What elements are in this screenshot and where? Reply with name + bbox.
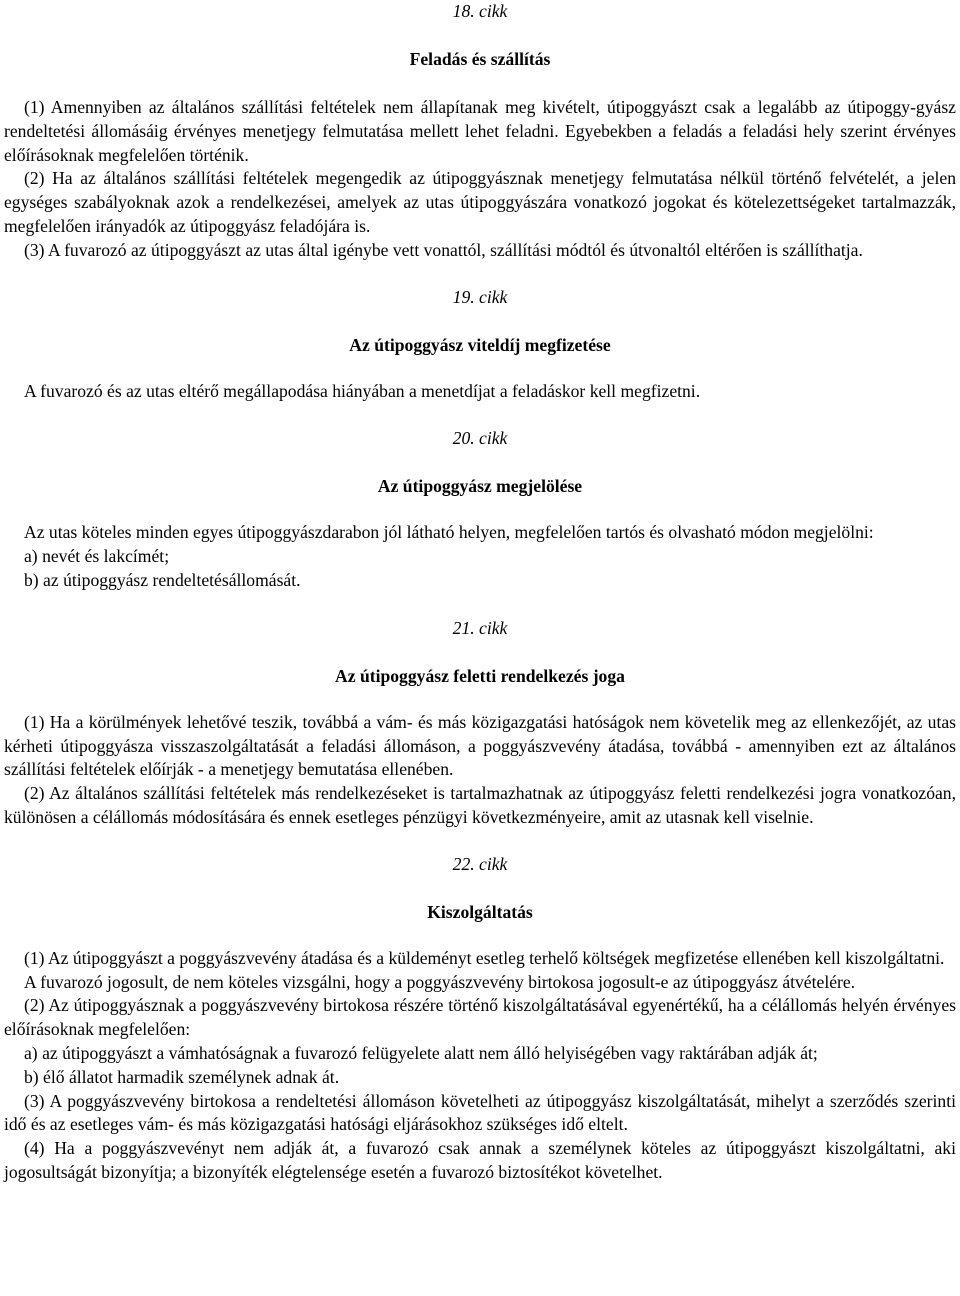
paragraph: (2) Ha az általános szállítási feltételek megengedik az útipoggyásznak menetjegy felmutatása nélkül történő felvételét, a jelen egységes szabályoknak azok a rendelkezései, amelyek az utas útipoggyászára vonatkozó jogokat és kötelezettségeket tartalmazzák, megfelelően irányadók az útipoggyász feladójára is. [4,168,956,236]
list-item: a) az útipoggyászt a vámhatóságnak a fuvarozó felügyelete alatt nem álló helyiségében vagy raktárában adják át; [24,1042,818,1063]
paragraph: Az utas köteles minden egyes útipoggyászdarabon jól látható helyen, megfelelően tartós és olvasható módon megjelölni: [24,522,874,543]
paragraph: (2) Az útipoggyásznak a poggyászvevény birtokosa részére történő kiszolgáltatásával egyenértékű, ha a célállomás helyén érvényes előírásoknak megfelelően: [4,995,956,1040]
paragraph: (4) Ha a poggyászvevényt nem adják át, a fuvarozó csak annak a személynek köteles az útipoggyászt kiszolgáltatni, aki jogosultságát bizonyítja; a bizonyíték elégtelensége esetén a fuvarozó biztosítékot követelhet. [4,1138,956,1182]
article-18 [4,0,956,263]
list-item: b) élő állatot harmadik személynek adnak át. [24,1066,340,1087]
article-title: Az útipoggyász viteldíj megfizetése [349,334,611,355]
article-number: 19. cikk [452,286,508,307]
paragraph: (3) A poggyászvevény birtokosa a rendeltetési állomáson követelheti az útipoggyász kiszolgáltatását, mihelyt a szerződés szerinti idő és az esetleges vám- és más közigazgatási hatósági eljárásokhoz szükséges idő eltelt. [4,1090,956,1135]
article-title: Feladás és szállítás [409,49,551,69]
article-number: 18. cikk [452,1,508,21]
article-21 [4,617,956,830]
paragraph: (2) Az általános szállítási feltételek más rendelkezéseket is tartalmazhatnak az útipoggyász feletti rendelkezési jogra vonatkozóan, különösen a célállomás módosítására és ennek esetleges pénzügyi következményeire, amit az utasnak kell viselnie. [4,783,956,827]
paragraph: (1) Az útipoggyászt a poggyászvevény átadása és a küldeményt esetleg terhelő költségek megfizetése ellenében kell kiszolgáltatni. [24,947,945,968]
article-title: Az útipoggyász megjelölése [377,476,583,497]
article-number: 20. cikk [452,428,508,449]
paragraph: (1) Amennyiben az általános szállítási feltételek nem állapítanak meg kivételt, útipoggyászt csak a legalább az útipoggy-gyász rendeltetési állomásáig érvényes menetjegy felmutatása mellett lehet feladni. Egyebekben a feladás a feladási hely szerint érvényes előírásoknak megfelelően történik. [4,97,956,165]
article-number: 21. cikk [452,617,508,638]
article-number: 22. cikk [452,853,508,874]
paragraph: A fuvarozó jogosult, de nem köteles vizsgálni, hogy a poggyászvevény birtokosa jogosult-e az útipoggyász átvételére. [24,971,856,992]
article-20 [4,427,956,592]
article-title: Az útipoggyász feletti rendelkezés joga [335,665,625,686]
article-22 [4,853,956,1185]
list-item: a) nevét és lakcímét; [24,546,170,567]
paragraph: A fuvarozó és az utas eltérő megállapodása hiányában a menetdíjat a feladáskor kell megfizetni. [24,380,701,401]
article-19 [4,286,956,404]
paragraph: (1) Ha a körülmények lehetővé teszik, továbbá a vám- és más közigazgatási hatóságok nem követelik meg az ellenkezőjét, az utas kérheti útipoggyásza visszaszolgáltatását a feladási állomáson, a poggyászvevény átadása, továbbá - amennyiben ezt az általános szállítási feltételek előírják - a menetjegy bemutatása ellenében. [4,711,956,780]
article-title: Kiszolgáltatás [427,901,533,922]
list-item: b) az útipoggyász rendeltetésállomását. [24,569,301,590]
document-page [4,0,956,1185]
paragraph: (3) A fuvarozó az útipoggyászt az utas által igénybe vett vonattól, szállítási módtól és útvonaltól eltérően is szállíthatja. [24,239,863,260]
